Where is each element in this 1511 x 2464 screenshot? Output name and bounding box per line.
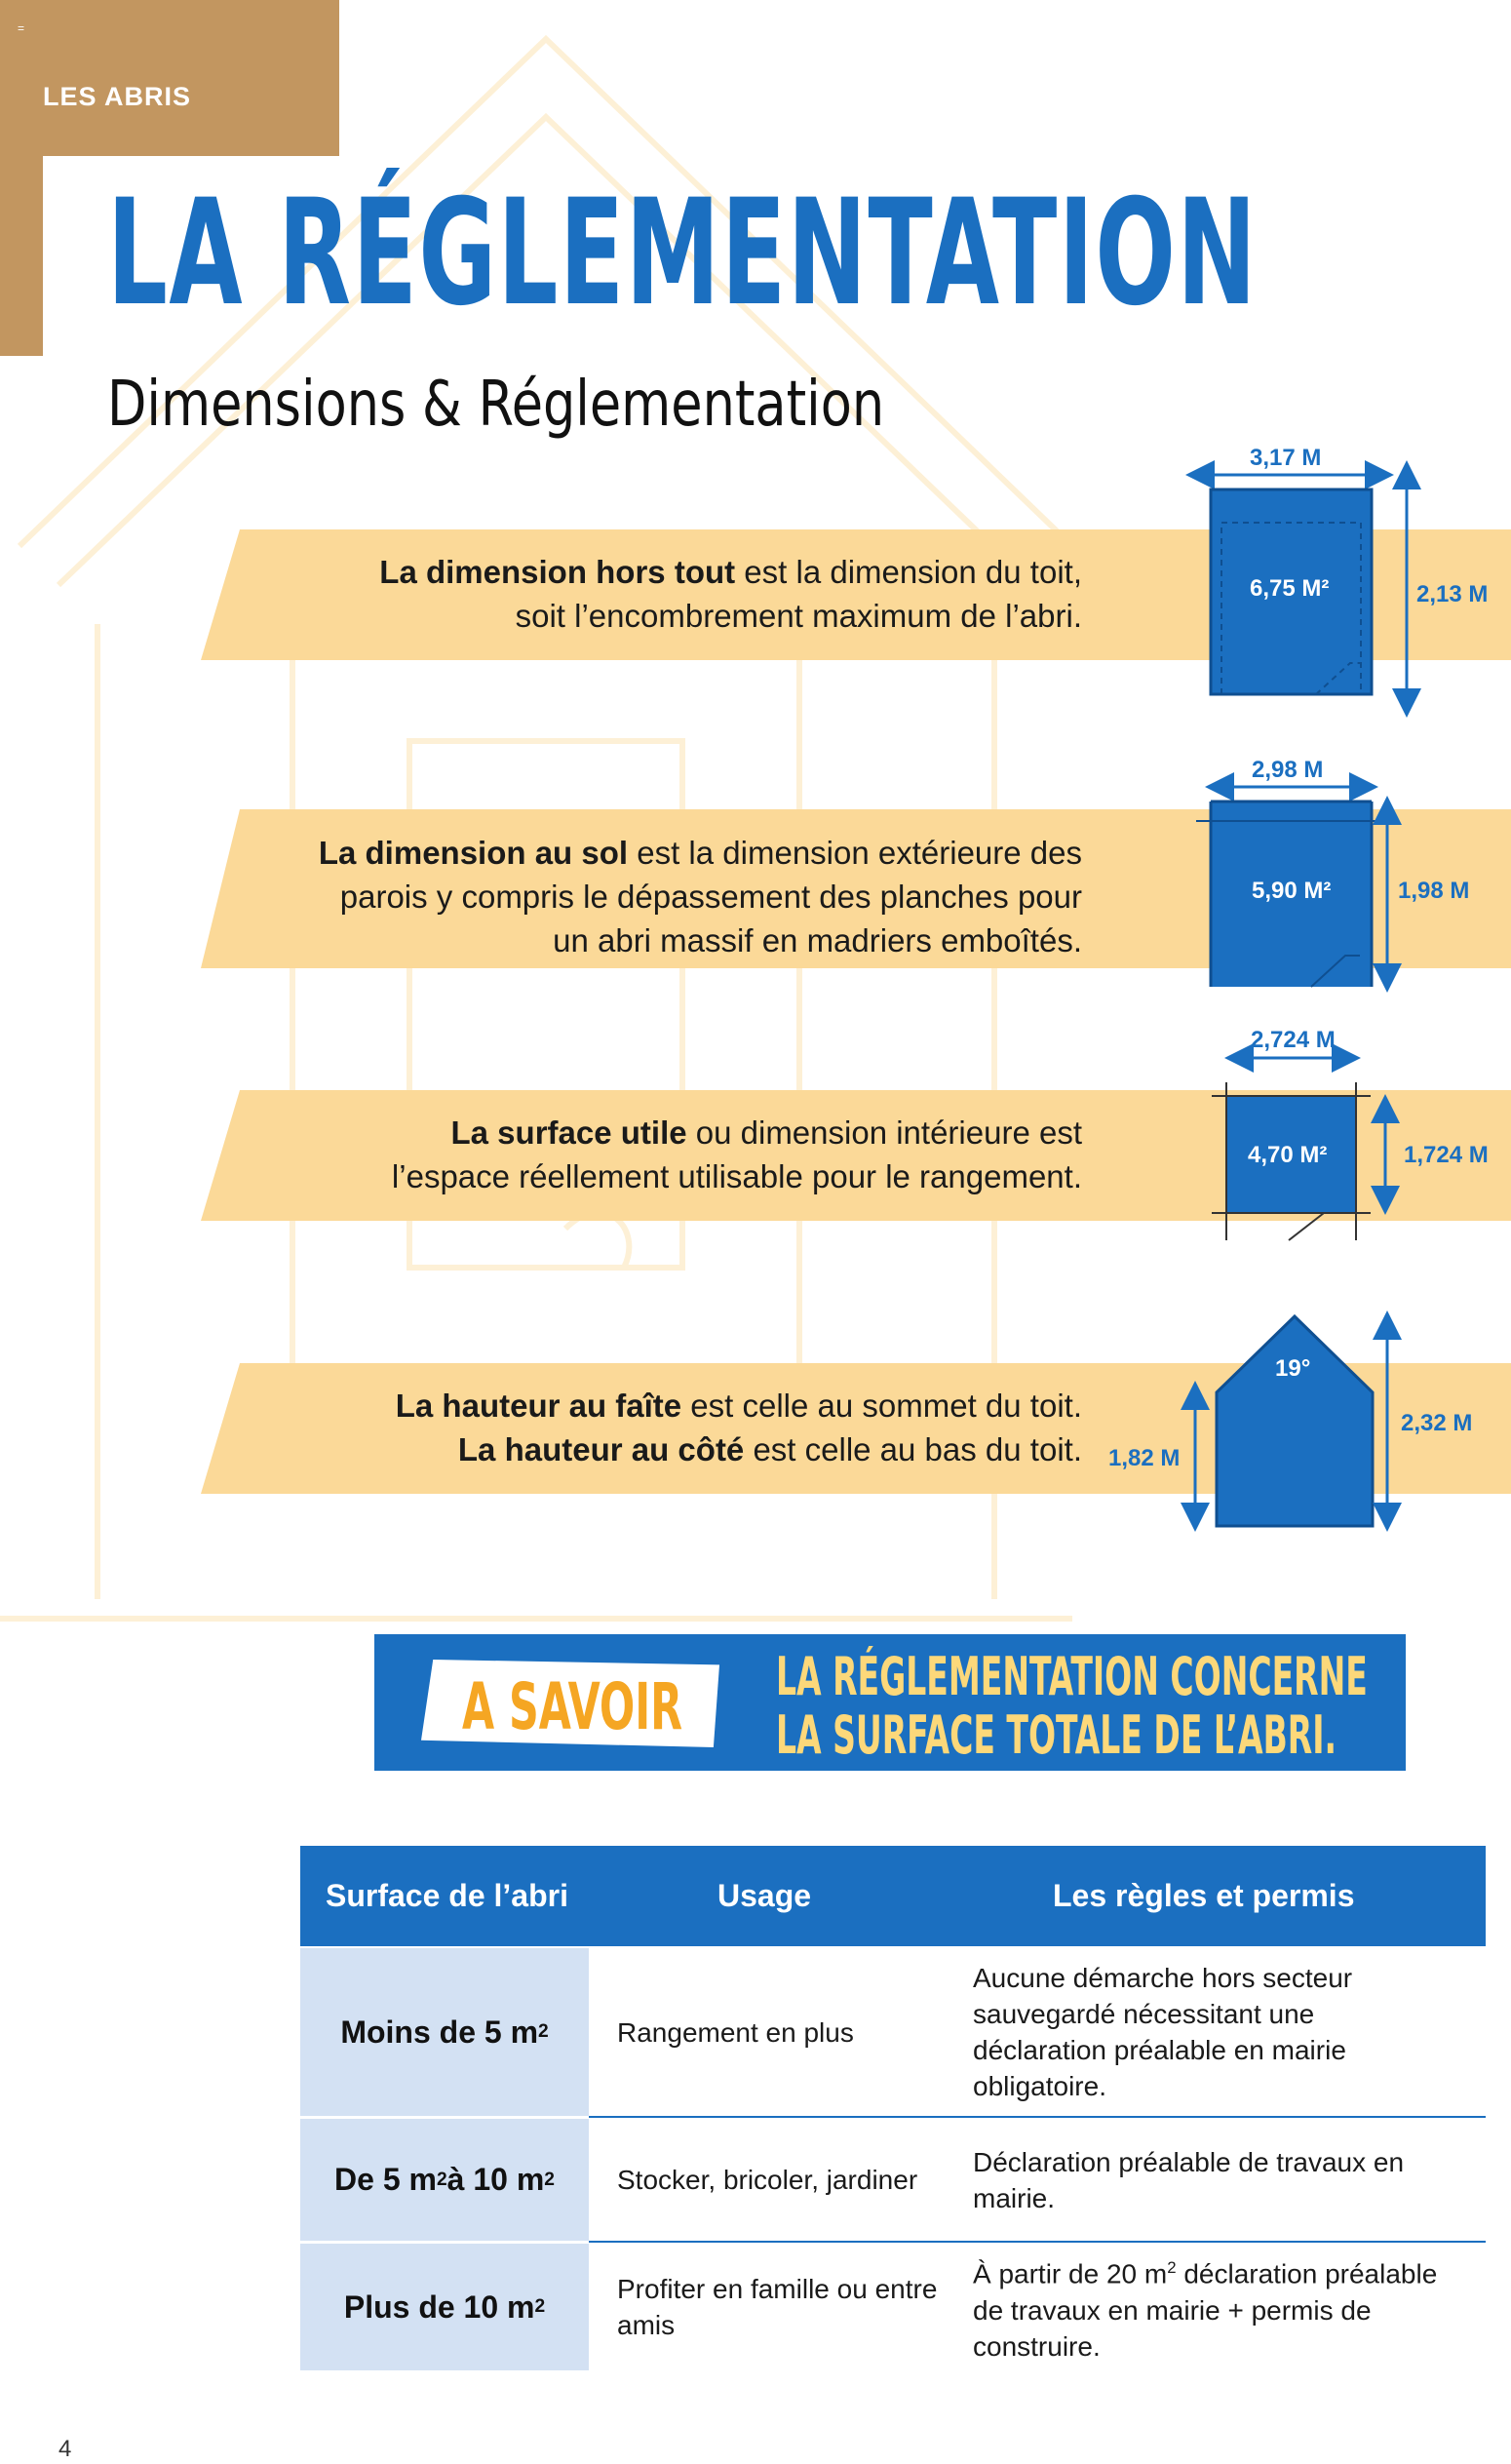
label-area-hors-tout: 6,75 M² [1250,575,1330,602]
a-savoir-label: A SAVOIR [462,1669,683,1744]
label-height-surface-utile: 1,724 M [1404,1142,1489,1168]
text-hauteur-2: est celle au bas du toit. [744,1431,1082,1467]
label-height-hors-tout: 2,13 M [1416,581,1489,607]
row-divider [589,2241,1486,2243]
table-header [300,1846,1486,1946]
term-surface-utile: La surface utile [450,1115,687,1151]
label-height-au-sol: 1,98 M [1398,878,1470,904]
text-hors-tout-1: est la dimension du toit, [735,554,1082,590]
term-hors-tout: La dimension hors tout [379,554,736,590]
label-area-au-sol: 5,90 M² [1252,878,1332,904]
tab-mark: = [18,21,25,35]
diagram-hauteur [1195,1316,1387,1526]
cell-regle: À partir de 20 $m^2$ déclaration préalable de travaux en mairie + permis de construire. [973,2258,1438,2362]
cell-surface: De 5 m 2 à 10 m 2 [300,2119,589,2241]
cell-regle: Aucune démarche hors secteur sauvegardé nécessitant une déclaration préalable en mairie obligatoire. [973,1963,1353,2101]
table-row [300,2119,1486,2241]
page-subtitle: Dimensions & Réglementation [107,369,885,441]
header-regles: Les règles et permis [1053,1878,1355,1913]
text-hauteur-1: est celle au sommet du toit. [681,1388,1082,1424]
text-au-sol-3: un abri massif en madriers emboîtés. [553,922,1082,958]
cell-usage: Stocker, bricoler, jardiner [617,2165,918,2195]
header-usage: Usage [717,1878,812,1913]
cell-surface: Moins de 5 m 2 [300,1948,589,2116]
text-surface-utile-1: ou dimension intérieure est [686,1115,1082,1151]
term-hauteur-cote: La hauteur au côté [457,1431,745,1467]
page-number: 4 [58,2436,72,2462]
page-title: LA RÉGLEMENTATION [107,169,1259,338]
label-width-surface-utile: 2,724 M [1251,1027,1336,1053]
sup-2: 2 [436,2169,447,2190]
text-au-sol-1: est la dimension extérieure des [628,835,1082,871]
cell-surface: Plus de 10 m 2 [300,2244,589,2370]
text-surface-utile-2: l’espace réellement utilisable pour le rangement. [391,1158,1082,1194]
label-width-au-sol: 2,98 M [1252,757,1324,783]
cell-usage: Rangement en plus [617,2016,854,2048]
a-savoir-banner [374,1634,1406,1771]
label-area-surface-utile: 4,70 M² [1248,1142,1328,1168]
sup-2: 2 [534,2296,546,2317]
term-hauteur-faite: La hauteur au faîte [395,1388,682,1424]
label-ridge-height: 2,32 M [1401,1410,1473,1436]
section-tab-label: LES ABRIS [43,82,192,111]
sup-2: 2 [538,2021,549,2042]
header-surface: Surface de l’abri [326,1878,568,1913]
table-row [300,1948,1486,2116]
text-au-sol-2: parois y compris le dépassement des planches pour [339,879,1082,915]
cell-usage: Profiter en famille ou entre amis [617,2274,938,2340]
cell-regle: Déclaration préalable de travaux en mairie. [973,2146,1405,2213]
a-savoir-line-1: LA RÉGLEMENTATION CONCERNE [776,1646,1368,1707]
sup-2: 2 [1167,2258,1177,2278]
label-side-height: 1,82 M [1108,1445,1181,1471]
row-divider [589,2116,1486,2118]
sup-2: 2 [544,2169,555,2190]
table-row [300,2244,1486,2370]
term-au-sol: La dimension au sol [318,835,629,871]
a-savoir-line-2: LA SURFACE TOTALE DE L’ABRI. [776,1704,1337,1766]
text-hors-tout-2: soit l’encombrement maximum de l’abri. [515,598,1082,634]
label-width-hors-tout: 3,17 M [1250,445,1322,471]
label-roof-angle: 19° [1275,1355,1311,1382]
